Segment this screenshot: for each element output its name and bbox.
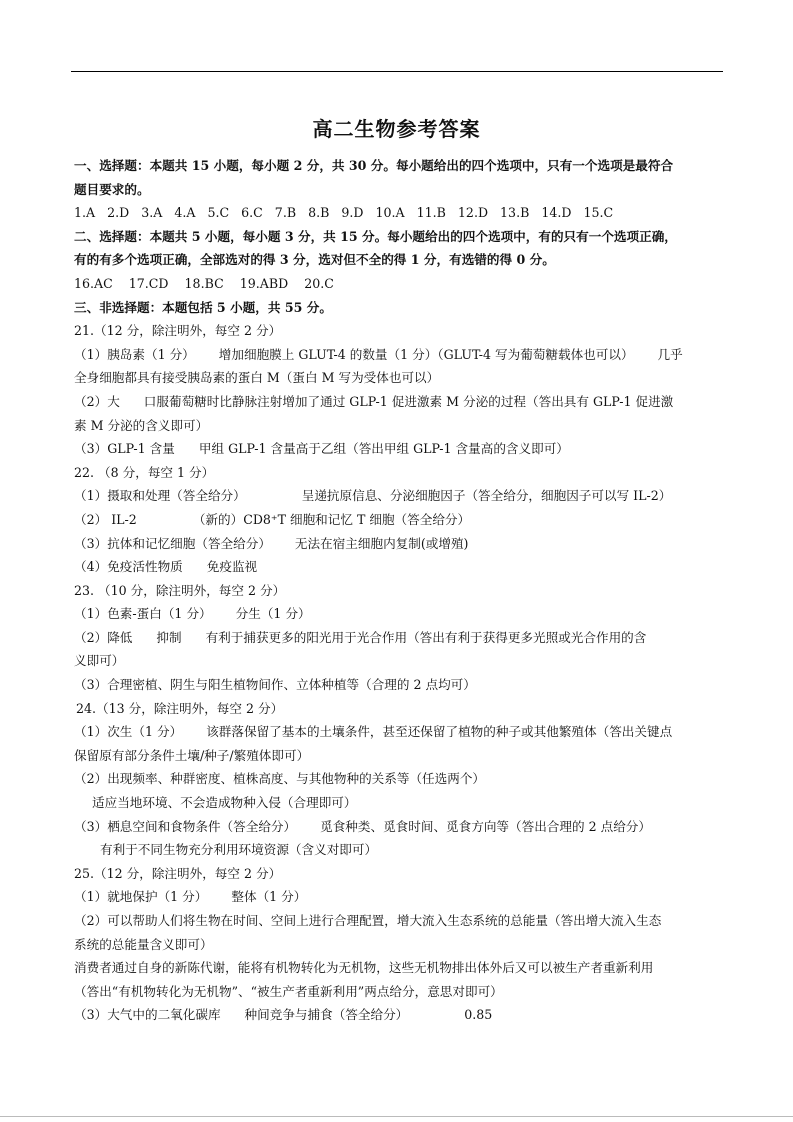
q22-part4 bbox=[74, 555, 724, 579]
q24-part3-answer3: 有利于不同生物充分利用环境资源（含义对即可） bbox=[100, 842, 378, 858]
q24-part1-cont: 保留原有部分条件土壤/种子/繁殖体即可） bbox=[74, 747, 310, 763]
q24-part3 bbox=[74, 815, 724, 839]
q22-p4-b: 免疫监视 bbox=[206, 559, 258, 575]
section-1-header: 一、选择题：本题共 15 小题，每小题 2 分，共 30 分。每小题给出的四个选项中，只有一个选项是最符合 bbox=[74, 158, 674, 173]
q24-p3-a: （3）栖息空间和食物条件（答全给分） bbox=[74, 818, 297, 834]
q22-part1 bbox=[74, 484, 724, 508]
q25-part3 bbox=[74, 1003, 724, 1027]
q25-part2-cont: 系统的总能量含义即可） bbox=[74, 936, 213, 952]
q21-p1-b: 增加细胞膜上 GLUT-4 的数量（1 分）（GLUT-4 写为葡萄糖载体也可以） bbox=[218, 346, 634, 362]
section-2-header-cont: 有的有多个选项正确，全部选对的得 3 分，选对但不全的得 1 分，有选错的得 0 分。 bbox=[74, 252, 555, 268]
q23-p1-a: （1）色素-蛋白（1 分） bbox=[74, 606, 212, 622]
q22-part3 bbox=[74, 532, 724, 556]
q21-heading: 21.（12 分，除注明外，每空 2 分） bbox=[74, 323, 282, 339]
q24-p1-b: 该群落保留了基本的土壤条件，甚至还保留了植物的种子或其他繁殖体（答出关键点 bbox=[206, 724, 673, 740]
section-3-header: 三、非选择题：本题包括 5 小题，共 55 分。 bbox=[74, 299, 332, 315]
q24-part1 bbox=[74, 720, 724, 744]
q22-p3-b: 无法在宿主细胞内复制(或增殖) bbox=[294, 535, 469, 551]
section-1-answers: 1.A 2.D 3.A 4.A 5.C 6.C 7.B 8.B 9.D 10.A 11.B 12.D 13.B 14.D 15.C bbox=[74, 205, 614, 221]
q23-p1-b: 分生（1 分） bbox=[235, 606, 311, 622]
q21-p2-b: 口服葡萄糖时比静脉注射增加了通过 GLP-1 促进激素 M 分泌的过程（答出具有 GLP-1 促进激 bbox=[143, 393, 674, 409]
q22-part2 bbox=[74, 508, 724, 532]
q25-part2: （2）可以帮助人们将生物在时间、空间上进行合理配置，增大流入生态系统的总能量（答出增大流入生态 bbox=[74, 913, 662, 928]
q25-part1 bbox=[74, 885, 724, 909]
q23-p2-c: 有利于捕获更多的阳光用于光合作用（答出有利于获得更多光照或光合作用的含 bbox=[205, 629, 647, 645]
q23-heading: 23. （10 分，除注明外，每空 2 分） bbox=[74, 582, 286, 598]
q21-part2 bbox=[74, 390, 724, 414]
section-2-answers: 16.AC 17.CD 18.BC 19.ABD 20.C bbox=[74, 275, 334, 291]
q22-p2-b: （新的）CD8⁺T 细胞和记忆 T 细胞（答全给分） bbox=[192, 511, 471, 527]
q23-p2-b: 抑制 bbox=[156, 629, 182, 645]
q21-part1 bbox=[74, 343, 724, 367]
q21-p1-c: 几乎 bbox=[657, 346, 683, 362]
q25-p3-c: 0.85 bbox=[464, 1007, 493, 1023]
q23-part3: （3）合理密植、阴生与阳生植物间作、立体种植等（合理的 2 点均可） bbox=[74, 677, 476, 693]
q22-heading: 22. （8 分，每空 1 分） bbox=[74, 464, 215, 480]
q21-p2-a: （2）大 bbox=[74, 393, 120, 409]
q23-part1 bbox=[74, 602, 724, 626]
section-1-header-cont: 题目要求的。 bbox=[74, 181, 150, 197]
q25-p3-b: 种间竞争与捕食（答全给分） bbox=[244, 1007, 409, 1023]
q23-p2-a: （2）降低 bbox=[74, 629, 133, 645]
q24-part2: （2）出现频率、种群密度、植株高度、与其他物种的关系等（任选两个） bbox=[74, 771, 486, 787]
q21-p1-a: （1）胰岛素（1 分） bbox=[74, 346, 195, 362]
q24-p1-a: （1）次生（1 分） bbox=[74, 724, 183, 740]
q24-heading: 24.（13 分，除注明外，每空 2 分） bbox=[76, 700, 284, 716]
q25-p3-a: （3）大气中的二氧化碳库 bbox=[74, 1007, 221, 1023]
q25-part2-answer2-note: （答出“有机物转化为无机物”、“被生产者重新利用”两点给分，意思对即可） bbox=[74, 983, 503, 999]
q21-part2-cont: 素 M 分泌的含义即可） bbox=[74, 417, 209, 433]
q25-part2-answer2: 消费者通过自身的新陈代谢，能将有机物转化为无机物，这些无机物排出体外后又可以被生产者重新利用 bbox=[74, 960, 654, 976]
page-title: 高二生物参考答案 bbox=[312, 117, 481, 141]
q22-p3-a: （3）抗体和记忆细胞（答全给分） bbox=[74, 535, 271, 551]
q21-part1-cont: 全身细胞都具有接受胰岛素的蛋白 M（蛋白 M 写为受体也可以） bbox=[74, 370, 440, 386]
q21-p3-b: 甲组 GLP-1 含量高于乙组（答出甲组 GLP-1 含量高的含义即可） bbox=[198, 441, 569, 457]
q22-p4-a: （4）免疫活性物质 bbox=[74, 559, 183, 575]
section-2-header: 二、选择题：本题共 5 小题，每小题 3 分，共 15 分。每小题给出的四个选项中，有的只有一个选项正确， bbox=[74, 228, 677, 244]
q21-part3 bbox=[74, 437, 724, 461]
q21-p3-a: （3）GLP-1 含量 bbox=[74, 441, 175, 457]
header-rule bbox=[71, 71, 723, 72]
q23-part2 bbox=[74, 626, 724, 650]
q22-p1-a: （1）摄取和处理（答全给分） bbox=[74, 488, 246, 504]
answer-body bbox=[74, 154, 724, 1027]
q24-part2-answer2: 适应当地环境、不会造成物种入侵（合理即可） bbox=[92, 795, 357, 811]
q25-heading: 25.（12 分，除注明外，每空 2 分） bbox=[74, 865, 282, 881]
q23-part2-cont: 义即可） bbox=[74, 653, 125, 669]
q22-p2-a: （2） IL-2 bbox=[74, 511, 137, 527]
q25-p1-a: （1）就地保护（1 分） bbox=[74, 889, 208, 905]
q25-p1-b: 整体（1 分） bbox=[231, 889, 307, 905]
q24-p3-b: 觅食种类、觅食时间、觅食方向等（答出合理的 2 点给分） bbox=[320, 818, 651, 834]
footer-rule bbox=[0, 1116, 793, 1117]
q22-p1-b: 呈递抗原信息、分泌细胞因子（答全给分，细胞因子可以写 IL-2） bbox=[301, 488, 672, 504]
